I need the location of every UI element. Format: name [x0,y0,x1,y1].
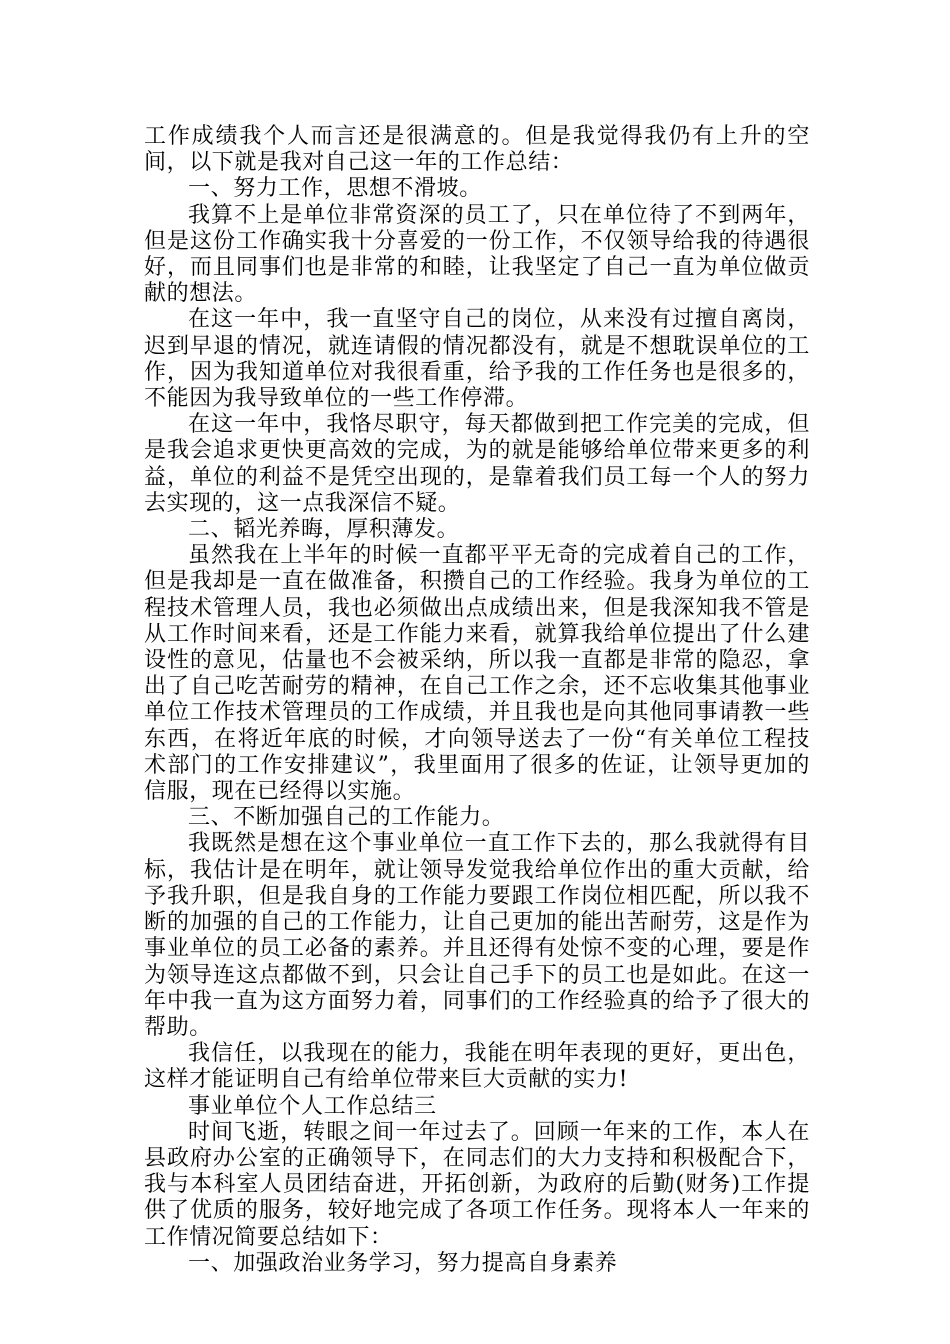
paragraph: 在这一年中，我恪尽职守，每天都做到把工作完美的完成，但是我会追求更快更高效的完成，为的就是能够给单位带来更多的利益，单位的利益不是凭空出现的，是靠着我们员工每一个人的努力去实现的，这一点我深信不疑。 [144,412,810,516]
paragraph: 我既然是想在这个事业单位一直工作下去的，那么我就得有目标，我估计是在明年，就让领导发觉我给单位作出的重大贡献，给予我升职，但是我自身的工作能力要跟工作岗位相匹配，所以我不断的加强的自己的工作能力，让自己更加的能出苦耐劳，这是作为事业单位的员工必备的素养。并且还得有处惊不变的心理，要是作为领导连这点都做不到，只会让自己手下的员工也是如此。在这一年中我一直为这方面努力着，同事们的工作经验真的给予了很大的帮助。 [144,831,810,1040]
paragraph: 我信任，以我现在的能力，我能在明年表现的更好，更出色，这样才能证明自己有给单位带来巨大贡献的实力! [144,1041,810,1093]
section-heading-1: 一、努力工作，思想不滑坡。 [188,176,482,202]
paragraph: 虽然我在上半年的时候一直都平平无奇的完成着自己的工作，但是我却是一直在做准备，积攒自己的工作经验。我身为单位的工程技术管理人员，我也必须做出点成绩出来，但是我深知我不管是从工作时间来看，还是工作能力来看，就算我给单位提出了什么建设性的意见，估量也不会被采纳，所以我一直都是非常的隐忍，拿出了自己吃苦耐劳的精神，在自己工作之余，还不忘收集其他事业单位工作技术管理员的工作成绩，并且我也是向其他同事请教一些东西，在将近年底的时候，才向领导送去了一份“有关单位工程技术部门的工作安排建议”，我里面用了很多的佐证，让领导更加的信服，现在已经得以实施。 [144,543,810,805]
document-subtitle: 事业单位个人工作总结三 [188,1093,437,1119]
paragraph: 我算不上是单位非常资深的员工了，只在单位待了不到两年，但是这份工作确实我十分喜爱的一份工作，不仅领导给我的待遇很好，而且同事们也是非常的和睦，让我坚定了自己一直为单位做贡献的想法。 [144,202,810,307]
paragraph-intro: 工作成绩我个人而言还是很满意的。但是我觉得我仍有上升的空间，以下就是我对自己这一年的工作总结： [144,124,810,176]
paragraph: 在这一年中，我一直坚守自己的岗位，从来没有过擅自离岗，迟到早退的情况，就连请假的情况都没有，就是不想耽误单位的工作，因为我知道单位对我很看重，给予我的工作任务也是很多的，不能因为我导致单位的一些工作停滞。 [144,307,810,412]
section-heading: 一、加强政治业务学习，努力提高自身素养 [188,1250,618,1276]
section-heading-3: 三、不断加强自己的工作能力。 [188,805,505,831]
paragraph: 时间飞逝，转眼之间一年过去了。回顾一年来的工作，本人在县政府办公室的正确领导下，在同志们的大力支持和积极配合下，我与本科室人员团结奋进，开拓创新，为政府的后勤(财务)工作提供了优质的服务，较好地完成了各项工作任务。现将本人一年来的工作情况简要总结如下： [144,1119,810,1250]
section-heading-2: 二、韬光养晦，厚积薄发。 [188,517,460,543]
document-page [144,124,810,1277]
